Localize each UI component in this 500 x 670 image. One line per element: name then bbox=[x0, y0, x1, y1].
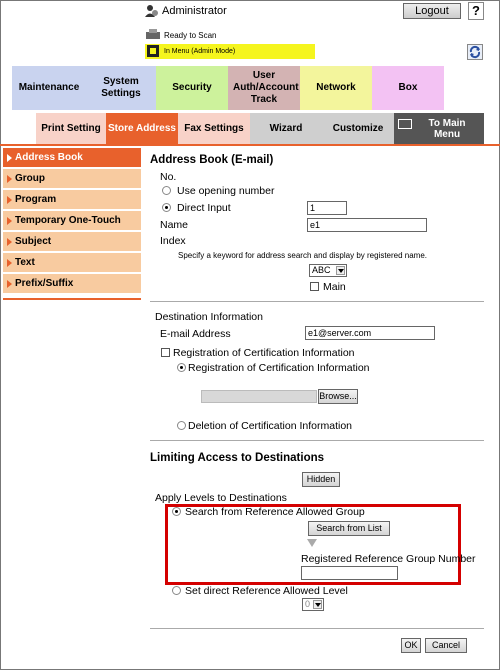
tab-system-settings-label: System Settings bbox=[101, 76, 141, 99]
logout-button[interactable]: Logout bbox=[403, 3, 461, 19]
arrow-down-icon bbox=[307, 539, 317, 547]
device-status: Ready to Scan bbox=[164, 31, 217, 40]
reg-cert-label: Registration of Certification Information bbox=[173, 347, 355, 359]
arrow-right-icon bbox=[7, 196, 12, 204]
level-select-value: 0 bbox=[305, 599, 311, 609]
use-opening-label: Use opening number bbox=[177, 185, 275, 197]
arrow-right-icon bbox=[7, 238, 12, 246]
user-name: Administrator bbox=[162, 5, 227, 17]
del-cert-option-label: Deletion of Certification Information bbox=[188, 420, 352, 432]
sidebar-item-label: Group bbox=[15, 173, 45, 184]
set-direct-radio[interactable] bbox=[172, 586, 181, 595]
dest-info-label: Destination Information bbox=[155, 311, 263, 323]
page-title: Address Book (E-mail) bbox=[150, 154, 274, 166]
subtab-fax-settings[interactable]: Fax Settings bbox=[178, 113, 250, 144]
tab-user-auth-label: User Auth/Account Track bbox=[233, 70, 299, 105]
search-ref-radio[interactable] bbox=[172, 507, 181, 516]
sidebar-item-subject[interactable] bbox=[3, 232, 141, 251]
tab-box[interactable]: Box bbox=[372, 66, 444, 110]
subtab-underline bbox=[0, 144, 500, 146]
help-button[interactable]: ? bbox=[468, 2, 484, 20]
arrow-right-icon bbox=[7, 154, 12, 162]
main-label: Main bbox=[323, 281, 346, 293]
tab-user-auth[interactable] bbox=[228, 66, 300, 110]
reg-cert-radio[interactable] bbox=[177, 363, 186, 372]
index-select-value: ABC bbox=[312, 265, 331, 275]
tab-network[interactable]: Network bbox=[300, 66, 372, 110]
sidebar-item-label: Program bbox=[15, 194, 57, 205]
divider bbox=[150, 628, 484, 629]
sidebar-item-label: Address Book bbox=[15, 152, 83, 163]
direct-input-label: Direct Input bbox=[177, 202, 231, 214]
hidden-button[interactable]: Hidden bbox=[302, 472, 340, 487]
limit-access-title: Limiting Access to Destinations bbox=[150, 452, 325, 464]
reg-ref-group-field[interactable] bbox=[301, 566, 398, 580]
arrow-right-icon bbox=[7, 217, 12, 225]
menu-mode-icon bbox=[147, 45, 159, 57]
to-main-menu-label: To Main Menu bbox=[428, 117, 466, 140]
main-menu-icon bbox=[398, 119, 412, 129]
sidebar-item-prefix-suffix[interactable] bbox=[3, 274, 141, 293]
index-hint: Specify a keyword for address search and display by registered name. bbox=[178, 251, 428, 260]
index-label: Index bbox=[160, 235, 186, 247]
subtab-store-address[interactable]: Store Address bbox=[106, 113, 178, 144]
index-select[interactable] bbox=[309, 264, 347, 277]
sidebar-divider bbox=[3, 298, 141, 300]
file-path-field[interactable] bbox=[201, 390, 317, 403]
sidebar-item-label: Temporary One-Touch bbox=[15, 215, 121, 226]
search-from-list-button[interactable]: Search from List bbox=[308, 521, 390, 536]
reg-cert-checkbox[interactable] bbox=[161, 348, 170, 357]
mode-label: In Menu (Admin Mode) bbox=[164, 48, 236, 55]
arrow-right-icon bbox=[7, 175, 12, 183]
name-field[interactable]: e1 bbox=[307, 218, 427, 232]
sidebar bbox=[3, 148, 141, 300]
use-opening-radio[interactable] bbox=[162, 186, 171, 195]
tab-system-settings[interactable] bbox=[86, 66, 156, 110]
admin-icon bbox=[145, 4, 159, 18]
ok-button[interactable]: OK bbox=[401, 638, 421, 653]
sidebar-item-group[interactable] bbox=[3, 169, 141, 188]
arrow-right-icon bbox=[7, 259, 12, 267]
reg-ref-group-label: Registered Reference Group Number bbox=[301, 553, 476, 565]
direct-input-field[interactable]: 1 bbox=[307, 201, 347, 215]
arrow-right-icon bbox=[7, 280, 12, 288]
direct-input-radio[interactable] bbox=[162, 203, 171, 212]
apply-levels-label: Apply Levels to Destinations bbox=[155, 492, 287, 504]
sidebar-item-label: Subject bbox=[15, 236, 52, 247]
sidebar-item-address-book[interactable] bbox=[3, 148, 141, 167]
main-checkbox[interactable] bbox=[310, 282, 319, 291]
sidebar-item-label: Prefix/Suffix bbox=[15, 278, 74, 289]
refresh-icon bbox=[468, 45, 482, 59]
sidebar-item-program[interactable] bbox=[3, 190, 141, 209]
reg-cert-option-label: Registration of Certification Information bbox=[188, 362, 370, 374]
divider bbox=[150, 440, 484, 441]
del-cert-radio[interactable] bbox=[177, 421, 186, 430]
subtab-print-setting[interactable]: Print Setting bbox=[36, 113, 106, 144]
name-label: Name bbox=[160, 219, 189, 231]
subtab-wizard[interactable]: Wizard bbox=[250, 113, 322, 144]
divider bbox=[150, 301, 484, 302]
email-label: E-mail Address bbox=[160, 328, 231, 340]
email-field[interactable]: e1@server.com bbox=[305, 326, 435, 340]
chevron-down-icon bbox=[336, 266, 345, 275]
printer-icon bbox=[145, 28, 161, 40]
no-label: No. bbox=[160, 171, 177, 183]
chevron-down-icon bbox=[313, 600, 322, 609]
tab-security[interactable]: Security bbox=[156, 66, 228, 110]
sidebar-item-text[interactable] bbox=[3, 253, 141, 272]
tab-maintenance[interactable]: Maintenance bbox=[12, 66, 86, 110]
set-direct-label: Set direct Reference Allowed Level bbox=[185, 585, 348, 597]
level-select[interactable] bbox=[302, 598, 324, 611]
refresh-button[interactable] bbox=[467, 44, 483, 60]
sidebar-item-label: Text bbox=[15, 257, 35, 268]
cancel-button[interactable]: Cancel bbox=[425, 638, 467, 653]
browse-button[interactable]: Browse... bbox=[318, 389, 358, 404]
subtab-customize[interactable]: Customize bbox=[322, 113, 394, 144]
sidebar-item-temporary-one-touch[interactable] bbox=[3, 211, 141, 230]
search-ref-label: Search from Reference Allowed Group bbox=[185, 506, 365, 518]
